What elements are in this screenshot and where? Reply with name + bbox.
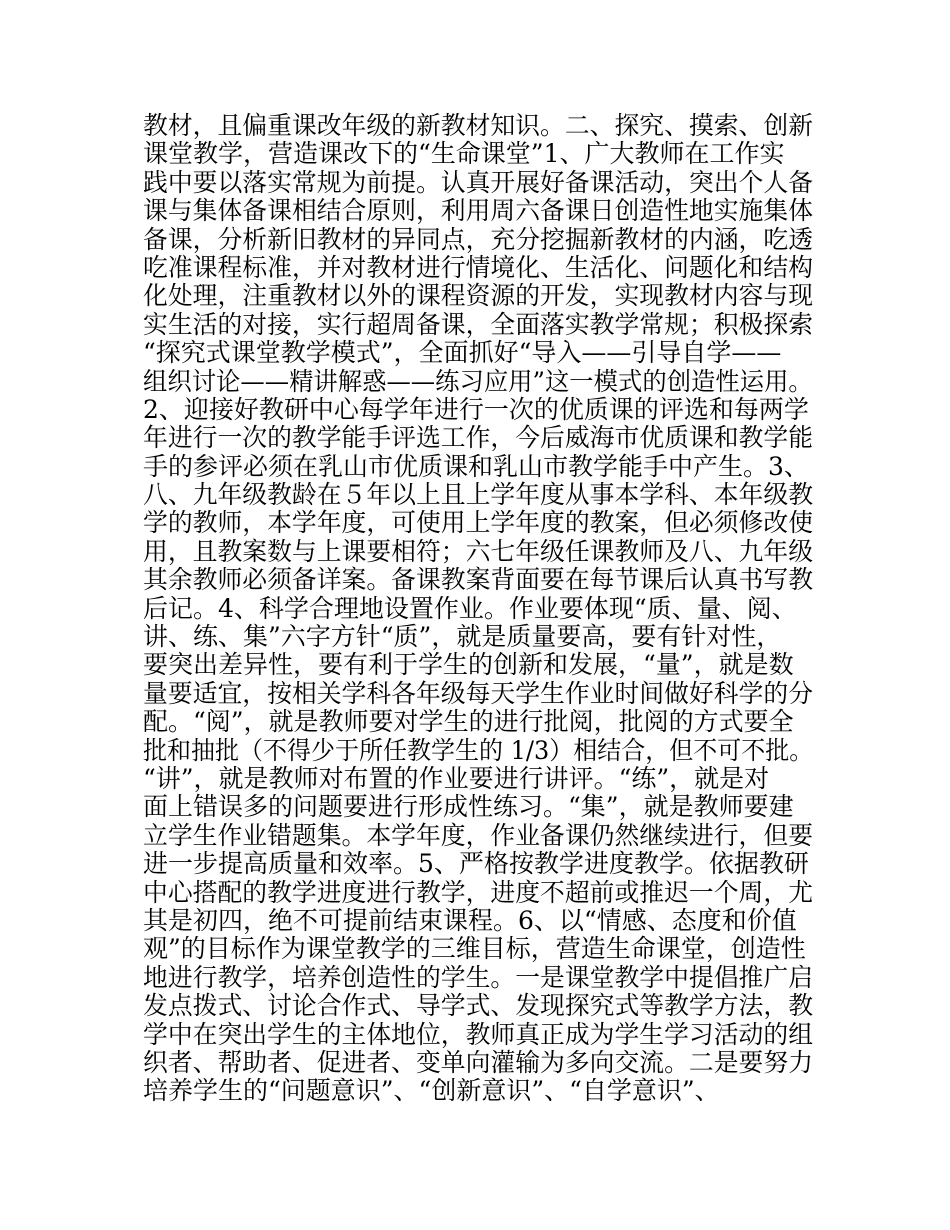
text-line: 年进行一次的教学能手评选工作，今后威海市优质课和教学能 <box>143 423 814 453</box>
text-line: 批和抽批（不得少于所任教学生的 1/3）相结合，但不可不批。 <box>143 735 814 765</box>
text-line: 配。“阅”，就是教师要对学生的进行批阅，批阅的方式要全 <box>143 707 794 737</box>
text-line: 其余教师必须备详案。备课教案背面要在每节课后认真书写教 <box>143 565 814 595</box>
body-text <box>143 112 813 1106</box>
text-line: 讲、练、集”六字方针“质”，就是质量要高，要有针对性， <box>143 622 782 652</box>
text-line: “探究式课堂教学模式”，全面抓好“导入——引导自学—— <box>143 338 782 368</box>
text-line: “讲”，就是教师对布置的作业要进行讲评。“练”，就是对 <box>143 763 770 793</box>
text-line: 发点拨式、讨论合作式、导学式、发现探究式等教学方法，教 <box>143 991 814 1021</box>
text-line: 织者、帮助者、促进者、变单向灌输为多向交流。二是要努力 <box>143 1047 814 1077</box>
text-line: 组织讨论——精讲解惑——练习应用”这一模式的创造性运用。 <box>143 366 813 396</box>
text-line: 其是初四，绝不可提前结束课程。6、以“情感、态度和价值 <box>143 905 797 935</box>
text-line: 学的教师，本学年度，可使用上学年度的教案，但必须修改使 <box>143 508 814 538</box>
text-line: 八、九年级教龄在５年以上且上学年度从事本学科、本年级教 <box>143 480 814 510</box>
text-line: 观”的目标作为课堂教学的三维目标，营造生命课堂，创造性 <box>143 934 806 964</box>
text-line: 课堂教学，营造课改下的“生命课堂”1、广大教师在工作实 <box>143 139 785 169</box>
text-line: 吃准课程标准，并对教材进行情境化、生活化、问题化和结构 <box>143 252 814 282</box>
text-line: 培养学生的“问题意识”、“创新意识”、“自学意识”、 <box>143 1076 720 1106</box>
text-line: 实生活的对接，实行超周备课，全面落实教学常规；积极探索 <box>143 309 814 339</box>
text-line: 备课，分析新旧教材的异同点，充分挖掘新教材的内涵，吃透 <box>143 224 814 254</box>
text-line: 用，且教案数与上课要相符；六七年级任课教师及八、九年级 <box>143 536 814 566</box>
text-line: 量要适宜，按相关学科各年级每天学生作业时间做好科学的分 <box>143 678 814 708</box>
text-line: 面上错误多的问题要进行形成性练习。“集”，就是教师要建 <box>143 792 794 822</box>
text-line: 2、迎接好教研中心每学年进行一次的优质课的评选和每两学 <box>143 394 809 424</box>
text-line: 地进行教学，培养创造性的学生。一是课堂教学中提倡推广启 <box>143 962 814 992</box>
text-line: 教材，且偏重课改年级的新教材知识。二、探究、摸索、创新 <box>143 111 814 140</box>
text-line: 中心搭配的教学进度进行教学，进度不超前或推迟一个周，尤 <box>143 877 814 907</box>
text-line: 践中要以落实常规为前提。认真开展好备课活动，突出个人备 <box>143 167 814 197</box>
text-line: 要突出差异性，要有利于学生的创新和发展，“量”，就是数 <box>143 650 794 680</box>
text-line: 进一步提高质量和效率。5、严格按教学进度教学。依据教研 <box>143 849 809 879</box>
text-line: 课与集体备课相结合原则，利用周六备课日创造性地实施集体 <box>143 196 814 226</box>
text-line: 手的参评必须在乳山市优质课和乳山市教学能手中产生。3、 <box>143 451 809 481</box>
text-line: 后记。4、科学合理地设置作业。作业要体现“质、量、阅、 <box>143 593 797 623</box>
text-line: 立学生作业错题集。本学年度，作业备课仍然继续进行，但要 <box>143 820 814 850</box>
text-line: 化处理，注重教材以外的课程资源的开发，实现教材内容与现 <box>143 281 814 311</box>
text-line: 学中在突出学生的主体地位，教师真正成为学生学习活动的组 <box>143 1019 814 1049</box>
